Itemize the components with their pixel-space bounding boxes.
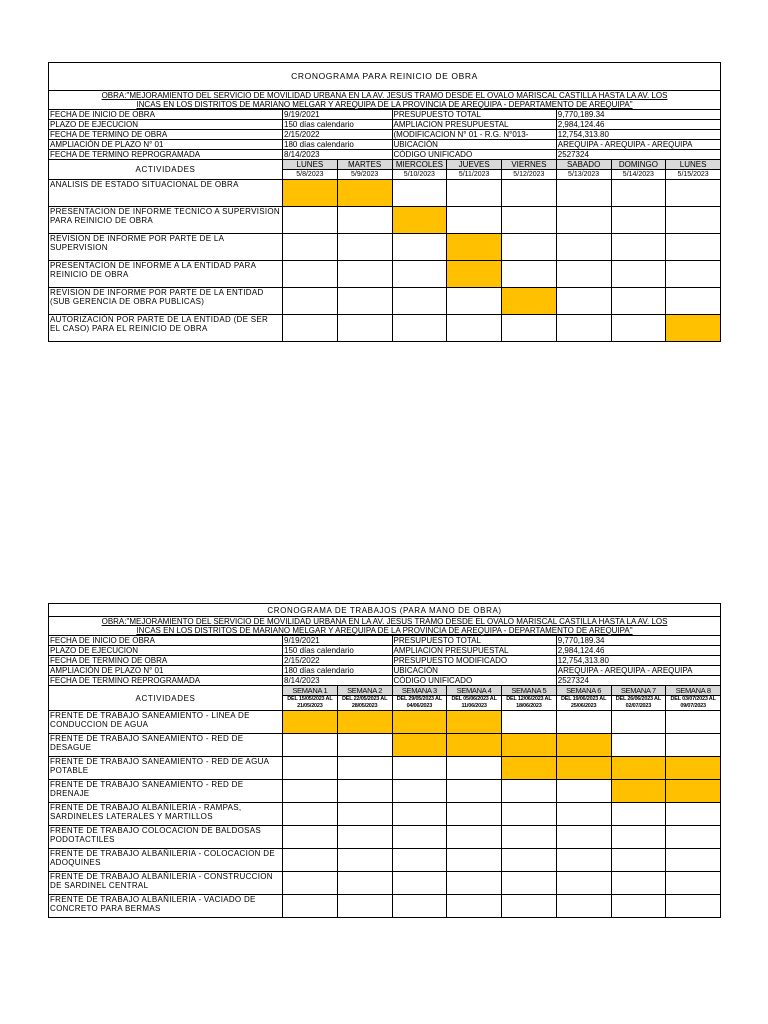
gantt-cell <box>556 711 611 734</box>
column-subheader: DEL 05/06/2023 AL 11/06/2023 <box>447 696 502 711</box>
gantt-cell <box>283 288 338 315</box>
info-row <box>49 140 721 150</box>
gantt-cell <box>556 180 611 207</box>
gantt-cell <box>502 711 557 734</box>
gantt-cell <box>556 315 611 342</box>
gantt-cell <box>666 261 721 288</box>
activity-name: REVISION DE INFORME POR PARTE DE LA SUPERVISION <box>49 234 283 261</box>
column-subheader: 5/14/2023 <box>611 170 666 180</box>
info-label: PLAZO DE EJECUCION <box>49 120 283 130</box>
activity-name: FRENTE DE TRABAJO SANEAMIENTO - RED DE AGUA POTABLE <box>49 757 283 780</box>
gantt-cell-filled <box>447 234 502 261</box>
gantt-cell <box>283 315 338 342</box>
info-row <box>49 646 721 656</box>
info-label: PRESUPUESTO MODIFICADO <box>392 656 556 666</box>
info-label: CÓDIGO UNIFICADO <box>392 676 556 686</box>
gantt-cell <box>447 826 502 849</box>
gantt-cell <box>611 872 666 895</box>
column-header: LUNES <box>283 160 338 170</box>
gantt-cell <box>502 180 557 207</box>
column-subheader: 5/12/2023 <box>502 170 557 180</box>
gantt-cell <box>283 849 338 872</box>
info-value: 150 días calendario <box>283 646 393 656</box>
gantt-cell-filled <box>556 734 611 757</box>
gantt-cell-filled <box>447 711 502 734</box>
gantt-cell <box>611 261 666 288</box>
gantt-cell-filled <box>666 780 721 803</box>
activity-row <box>49 207 721 234</box>
info-label: PRESUPUESTO TOTAL <box>392 636 556 646</box>
info-value: 8/14/2023 <box>283 676 393 686</box>
gantt-cell <box>283 895 338 918</box>
column-subheader: DEL 12/06/2023 AL 18/06/2023 <box>502 696 557 711</box>
gantt-cell <box>556 849 611 872</box>
activity-name: PRESENTACION DE INFORME TECNICO A SUPERVISION PARA REINICIO DE OBRA <box>49 207 283 234</box>
info-value: 9,770,189.34 <box>556 110 720 120</box>
activity-row <box>49 895 721 918</box>
activity-name: FRENTE DE TRABAJO ALBAÑILERIA - CONSTRUCCION DE SARDINEL CENTRAL <box>49 872 283 895</box>
gantt-cell <box>502 872 557 895</box>
gantt-cell <box>392 288 447 315</box>
gantt-cell <box>392 234 447 261</box>
info-label: CÓDIGO UNIFICADO <box>392 150 556 160</box>
info-value: 9/19/2021 <box>283 636 393 646</box>
gantt-cell <box>447 895 502 918</box>
project-name: OBRA:"MEJORAMIENTO DEL SERVICIO DE MOVILIDAD URBANA EN LA AV. JESUS TRAMO DESDE EL OVALO MARISCAL CASTILLA HASTA LA AV. LOS INCAS EN LOS DISTRITOS DE MARIANO MELGAR Y AREQUIPA DE LA PROVINCIA DE AREQUIPA - DEPARTAMENTO DE AREQUIPA" <box>49 617 721 636</box>
info-row <box>49 110 721 120</box>
schedule-restart-sheet <box>48 62 720 342</box>
info-value: 2527324 <box>556 150 720 160</box>
column-subheader: DEL 15/05/2023 AL 21/05/2023 <box>283 696 338 711</box>
gantt-cell <box>611 849 666 872</box>
info-value: 180 días calendario <box>283 666 393 676</box>
info-label: AMPLIACIÓN DE PLAZO N° 01 <box>49 140 283 150</box>
column-subheader: DEL 29/05/2023 AL 04/06/2023 <box>392 696 447 711</box>
info-row <box>49 666 721 676</box>
info-value: 9/19/2021 <box>283 110 393 120</box>
column-subheader: DEL 26/06/2023 AL 02/07/2023 <box>611 696 666 711</box>
info-label: FECHA DE TERMINO REPROGRAMADA <box>49 150 283 160</box>
activity-row <box>49 826 721 849</box>
gantt-cell <box>392 826 447 849</box>
column-subheader: 5/8/2023 <box>283 170 338 180</box>
info-row <box>49 150 721 160</box>
column-header: MIERCOLES <box>392 160 447 170</box>
info-value: 2,984,124.46 <box>556 646 720 656</box>
info-label: UBICACIÓN <box>392 666 556 676</box>
info-value: AREQUIPA - AREQUIPA - AREQUIPA <box>556 666 720 676</box>
gantt-cell <box>502 826 557 849</box>
column-header: LUNES <box>666 160 721 170</box>
info-label: (MODIFICACION N° 01 - R.G. N°013- <box>392 130 556 140</box>
activity-name: FRENTE DE TRABAJO COLOCACION DE BALDOSAS PODOTACTILES <box>49 826 283 849</box>
column-header: SEMANA 2 <box>337 686 392 696</box>
column-header: SEMANA 4 <box>447 686 502 696</box>
gantt-cell <box>611 895 666 918</box>
gantt-cell <box>337 261 392 288</box>
gantt-cell <box>337 757 392 780</box>
column-header: DOMINGO <box>611 160 666 170</box>
gantt-cell <box>556 288 611 315</box>
header-row <box>49 686 721 696</box>
gantt-cell <box>502 803 557 826</box>
gantt-cell-filled <box>666 315 721 342</box>
gantt-cell <box>447 315 502 342</box>
column-header: SEMANA 5 <box>502 686 557 696</box>
schedule-works-table <box>48 603 721 918</box>
info-row <box>49 130 721 140</box>
info-label: UBICACIÓN <box>392 140 556 150</box>
info-value: 2527324 <box>556 676 720 686</box>
schedule-restart-table <box>48 62 721 342</box>
gantt-cell <box>666 849 721 872</box>
column-subheader: DEL 19/06/2023 AL 25/06/2023 <box>556 696 611 711</box>
gantt-cell <box>666 826 721 849</box>
info-value: 2/15/2022 <box>283 656 393 666</box>
gantt-cell <box>283 757 338 780</box>
activity-name: FRENTE DE TRABAJO ALBAÑILERIA - COLOCACION DE ADOQUINES <box>49 849 283 872</box>
gantt-cell <box>337 826 392 849</box>
gantt-cell <box>666 288 721 315</box>
info-value: 12,754,313.80 <box>556 656 720 666</box>
info-value: 2,984,124.46 <box>556 120 720 130</box>
activity-name: REVISION DE INFORME POR PARTE DE LA ENTIDAD (SUB GERENCIA DE OBRA PUBLICAS) <box>49 288 283 315</box>
gantt-cell <box>502 234 557 261</box>
info-value: 180 días calendario <box>283 140 393 150</box>
gantt-cell <box>556 780 611 803</box>
gantt-cell <box>447 803 502 826</box>
info-row <box>49 636 721 646</box>
gantt-cell <box>556 895 611 918</box>
activity-row <box>49 803 721 826</box>
info-label: FECHA DE TERMINO REPROGRAMADA <box>49 676 283 686</box>
gantt-cell <box>611 711 666 734</box>
gantt-cell-filled <box>337 711 392 734</box>
gantt-cell <box>502 315 557 342</box>
info-value: 2/15/2022 <box>283 130 393 140</box>
gantt-cell <box>447 757 502 780</box>
gantt-cell-filled <box>611 757 666 780</box>
gantt-cell <box>611 315 666 342</box>
schedule-works-sheet <box>48 603 720 918</box>
gantt-cell <box>447 288 502 315</box>
gantt-cell <box>556 207 611 234</box>
column-header: SEMANA 8 <box>666 686 721 696</box>
column-subheader: 5/13/2023 <box>556 170 611 180</box>
gantt-cell <box>666 711 721 734</box>
activity-name: FRENTE DE TRABAJO SANEAMIENTO - RED DE DESAGUE <box>49 734 283 757</box>
gantt-cell-filled <box>447 734 502 757</box>
info-label: AMPLIACION PRESUPUESTAL <box>392 120 556 130</box>
gantt-cell <box>556 261 611 288</box>
gantt-cell-filled <box>502 734 557 757</box>
activities-header: ACTIVIDADES <box>49 160 283 180</box>
activity-row <box>49 872 721 895</box>
gantt-cell <box>283 872 338 895</box>
column-header: SABADO <box>556 160 611 170</box>
activity-row <box>49 849 721 872</box>
column-header: VIERNES <box>502 160 557 170</box>
gantt-cell <box>666 234 721 261</box>
gantt-cell <box>337 234 392 261</box>
gantt-cell-filled <box>447 261 502 288</box>
gantt-cell <box>337 780 392 803</box>
gantt-cell <box>337 315 392 342</box>
gantt-cell <box>611 803 666 826</box>
gantt-cell <box>283 803 338 826</box>
info-value: 12,754,313.80 <box>556 130 720 140</box>
gantt-cell <box>502 895 557 918</box>
info-label: FECHA DE TERMINO DE OBRA <box>49 130 283 140</box>
sheet-title: CRONOGRAMA DE TRABAJOS (PARA MANO DE OBRA) <box>49 604 721 617</box>
gantt-cell <box>337 288 392 315</box>
gantt-cell <box>283 780 338 803</box>
activity-name: ANALISIS DE ESTADO SITUACIONAL DE OBRA <box>49 180 283 207</box>
info-value: 150 días calendario <box>283 120 393 130</box>
gantt-cell <box>392 872 447 895</box>
column-subheader: 5/9/2023 <box>337 170 392 180</box>
column-subheader: 5/11/2023 <box>447 170 502 180</box>
project-name: OBRA:"MEJORAMIENTO DEL SERVICIO DE MOVILIDAD URBANA EN LA AV. JESUS TRAMO DESDE EL OVALO MARISCAL CASTILLA HASTA LA AV. LOS INCAS EN LOS DISTRITOS DE MARIANO MELGAR Y AREQUIPA DE LA PROVINCIA DE AREQUIPA - DEPARTAMENTO DE AREQUIPA" <box>49 91 721 110</box>
column-subheader: DEL 03/07/2023 AL 09/07/2023 <box>666 696 721 711</box>
activities-header: ACTIVIDADES <box>49 686 283 711</box>
gantt-cell <box>502 207 557 234</box>
activity-name: PRESENTACION DE INFORME A LA ENTIDAD PARA REINICIO DE OBRA <box>49 261 283 288</box>
gantt-cell <box>447 780 502 803</box>
gantt-cell <box>611 180 666 207</box>
gantt-cell <box>392 803 447 826</box>
gantt-cell <box>447 872 502 895</box>
gantt-cell <box>611 234 666 261</box>
info-row <box>49 656 721 666</box>
gantt-cell <box>556 826 611 849</box>
activity-row <box>49 711 721 734</box>
gantt-cell-filled <box>392 207 447 234</box>
gantt-cell <box>666 734 721 757</box>
gantt-cell <box>556 803 611 826</box>
gantt-cell <box>556 234 611 261</box>
gantt-cell <box>502 261 557 288</box>
gantt-cell-filled <box>556 757 611 780</box>
gantt-cell <box>283 734 338 757</box>
gantt-cell <box>283 234 338 261</box>
gantt-cell <box>392 261 447 288</box>
gantt-cell <box>337 803 392 826</box>
activity-row <box>49 234 721 261</box>
gantt-cell <box>447 849 502 872</box>
activity-row <box>49 180 721 207</box>
gantt-cell <box>392 315 447 342</box>
info-label: FECHA DE INICIO DE OBRA <box>49 636 283 646</box>
gantt-cell <box>666 803 721 826</box>
info-row <box>49 676 721 686</box>
gantt-cell <box>666 872 721 895</box>
gantt-cell <box>392 780 447 803</box>
gantt-cell-filled <box>502 288 557 315</box>
gantt-cell <box>556 872 611 895</box>
gantt-cell <box>502 780 557 803</box>
activity-name: FRENTE DE TRABAJO SANEAMIENTO - LINEA DE CONDUCCION DE AGUA <box>49 711 283 734</box>
gantt-cell <box>337 734 392 757</box>
info-row <box>49 120 721 130</box>
activity-name: FRENTE DE TRABAJO ALBAÑILERIA - RAMPAS, SARDINELES LATERALES Y MARTILLOS <box>49 803 283 826</box>
header-row <box>49 160 721 170</box>
activity-row <box>49 315 721 342</box>
gantt-cell <box>337 872 392 895</box>
gantt-cell <box>392 180 447 207</box>
gantt-cell <box>337 207 392 234</box>
info-label: PRESUPUESTO TOTAL <box>392 110 556 120</box>
activity-name: AUTORIZACIÓN POR PARTE DE LA ENTIDAD (DE SER EL CASO) PARA EL REINICIO DE OBRA <box>49 315 283 342</box>
column-header: SEMANA 6 <box>556 686 611 696</box>
gantt-cell <box>283 826 338 849</box>
gantt-cell <box>611 734 666 757</box>
info-value: 9,770,189.34 <box>556 636 720 646</box>
gantt-cell <box>666 180 721 207</box>
info-label: AMPLIACION PRESUPUESTAL <box>392 646 556 656</box>
activity-name: FRENTE DE TRABAJO SANEAMIENTO - RED DE DRENAJE <box>49 780 283 803</box>
info-label: PLAZO DE EJECUCION <box>49 646 283 656</box>
column-header: SEMANA 3 <box>392 686 447 696</box>
info-label: AMPLIACIÓN DE PLAZO N° 01 <box>49 666 283 676</box>
info-label: FECHA DE INICIO DE OBRA <box>49 110 283 120</box>
column-subheader: 5/10/2023 <box>392 170 447 180</box>
gantt-cell <box>666 895 721 918</box>
gantt-cell <box>392 849 447 872</box>
gantt-cell-filled <box>283 711 338 734</box>
gantt-cell <box>611 826 666 849</box>
column-header: SEMANA 1 <box>283 686 338 696</box>
gantt-cell <box>392 895 447 918</box>
activity-row <box>49 780 721 803</box>
activity-row <box>49 288 721 315</box>
gantt-cell-filled <box>392 734 447 757</box>
column-header: SEMANA 7 <box>611 686 666 696</box>
gantt-cell-filled <box>611 780 666 803</box>
gantt-cell <box>502 849 557 872</box>
sheet-title: CRONOGRAMA PARA REINICIO DE OBRA <box>49 63 721 91</box>
column-subheader: DEL 22/05/2023 AL 28/05/2023 <box>337 696 392 711</box>
info-value: 8/14/2023 <box>283 150 393 160</box>
gantt-cell <box>447 207 502 234</box>
gantt-cell <box>447 180 502 207</box>
gantt-cell <box>283 207 338 234</box>
activity-row <box>49 734 721 757</box>
gantt-cell <box>666 207 721 234</box>
info-label: FECHA DE TERMINO DE OBRA <box>49 656 283 666</box>
column-header: JUEVES <box>447 160 502 170</box>
activity-name: FRENTE DE TRABAJO ALBAÑILERIA - VACIADO DE CONCRETO PARA BERMAS <box>49 895 283 918</box>
gantt-cell <box>337 895 392 918</box>
gantt-cell <box>283 261 338 288</box>
gantt-cell-filled <box>502 757 557 780</box>
gantt-cell <box>611 207 666 234</box>
gantt-cell <box>611 288 666 315</box>
activity-row <box>49 261 721 288</box>
gantt-cell-filled <box>337 180 392 207</box>
gantt-cell-filled <box>666 757 721 780</box>
gantt-cell-filled <box>283 180 338 207</box>
activity-row <box>49 757 721 780</box>
gantt-cell-filled <box>392 711 447 734</box>
column-header: MARTES <box>337 160 392 170</box>
column-subheader: 5/15/2023 <box>666 170 721 180</box>
gantt-cell <box>337 849 392 872</box>
gantt-cell <box>392 757 447 780</box>
info-value: AREQUIPA - AREQUIPA - AREQUIPA <box>556 140 720 150</box>
